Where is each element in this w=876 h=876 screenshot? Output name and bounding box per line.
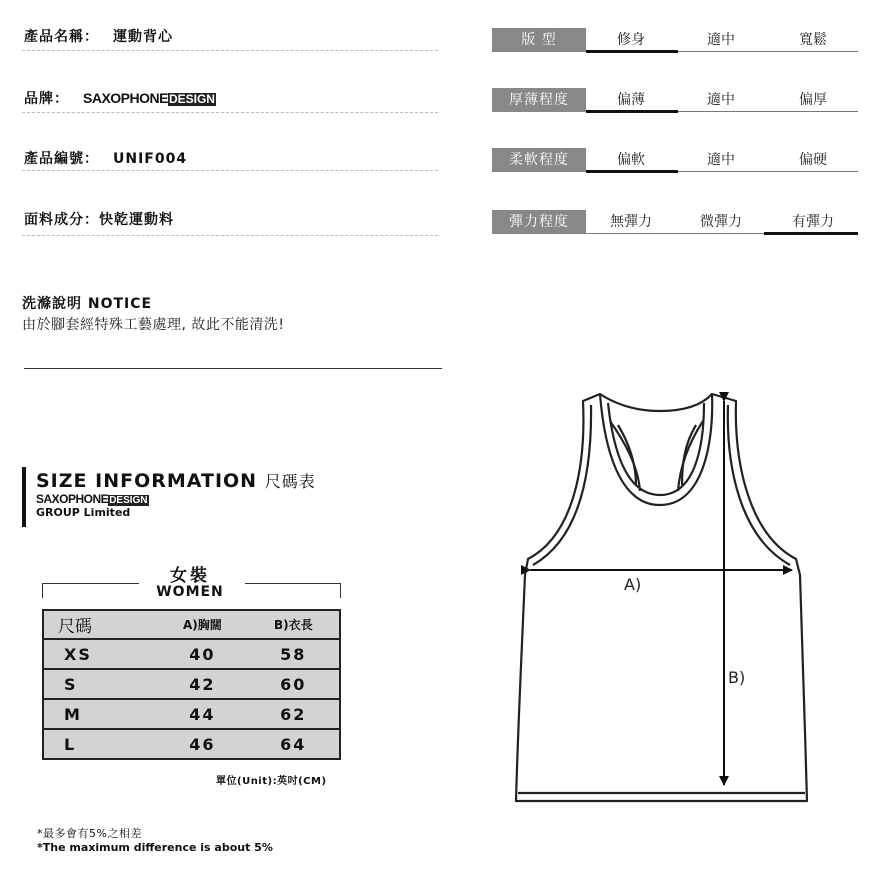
product-name-value: 運動背心 — [113, 29, 173, 45]
table-cell: L — [43, 729, 157, 759]
fit-label: 彈力程度 — [492, 210, 586, 234]
table-cell: 64 — [248, 729, 340, 759]
product-code-label: 產品編號： — [24, 151, 99, 167]
fit-option: 微彈力 — [700, 214, 742, 230]
category-zh: 女裝 — [170, 566, 210, 586]
fabric-value: 快乾運動料 — [99, 212, 174, 228]
fit-option: 偏硬 — [799, 152, 827, 168]
fit-selected-indicator — [586, 110, 678, 113]
fit-row-softness — [492, 148, 858, 172]
fit-row-cut — [492, 28, 858, 52]
unit-note: 單位(Unit):英吋(CM) — [216, 776, 327, 787]
fit-option: 適中 — [707, 92, 735, 108]
notice-text: 由於腳套經特殊工藝處理, 故此不能清洗! — [22, 317, 285, 333]
brand-logo: SAXOPHONEDESIGN — [83, 90, 215, 106]
accent-bar — [22, 467, 26, 527]
size-brand-logo: SAXOPHONEDESIGN — [36, 492, 148, 506]
table-header: 尺碼 — [43, 610, 157, 639]
fit-label: 厚薄程度 — [492, 88, 586, 112]
fabric-label: 面料成分： — [24, 212, 99, 228]
fit-label: 版 型 — [492, 28, 586, 52]
label-b: B) — [728, 668, 746, 687]
product-code-row — [24, 148, 438, 168]
fit-option: 寬鬆 — [799, 32, 827, 48]
product-name-row — [24, 26, 438, 46]
fit-row-thickness — [492, 88, 858, 112]
divider — [22, 112, 438, 113]
divider — [24, 368, 442, 369]
fabric-row — [24, 209, 438, 229]
divider — [22, 170, 438, 171]
table-cell: 40 — [157, 639, 247, 669]
category-en: WOMEN — [156, 584, 224, 600]
table-cell: M — [43, 699, 157, 729]
table-header: A)胸闊 — [157, 610, 247, 639]
size-info-title-zh: 尺碼表 — [264, 472, 316, 491]
bracket-right — [245, 583, 341, 598]
fit-option: 修身 — [617, 32, 645, 48]
label-a: A) — [624, 575, 642, 594]
fit-option: 無彈力 — [610, 214, 652, 230]
table-cell: 42 — [157, 669, 247, 699]
fit-option: 偏軟 — [617, 152, 645, 168]
fit-option: 偏薄 — [617, 92, 645, 108]
table-row — [43, 729, 340, 759]
tank-top-diagram — [500, 385, 820, 815]
size-group-label: GROUP Limited — [36, 506, 131, 519]
table-header: B)衣長 — [248, 610, 340, 639]
table-cell: 60 — [248, 669, 340, 699]
tank-top-outline — [516, 394, 807, 801]
fit-selected-indicator — [586, 170, 678, 173]
fit-option: 有彈力 — [792, 214, 834, 230]
table-cell: 46 — [157, 729, 247, 759]
brand-row — [24, 88, 438, 108]
product-name-label: 產品名稱： — [24, 29, 99, 45]
size-info-title-en: SIZE INFORMATION — [36, 470, 258, 492]
table-row — [43, 699, 340, 729]
table-cell: S — [43, 669, 157, 699]
fit-selected-indicator — [764, 232, 858, 235]
tolerance-note-en: *The maximum difference is about 5% — [37, 841, 273, 854]
divider — [22, 235, 438, 236]
table-row — [43, 669, 340, 699]
table-cell: XS — [43, 639, 157, 669]
fit-option: 適中 — [707, 32, 735, 48]
table-cell: 44 — [157, 699, 247, 729]
product-code-value: UNIF004 — [113, 151, 188, 167]
size-info-title — [36, 469, 316, 492]
notice-title: 洗滌說明 NOTICE — [22, 296, 153, 312]
bracket-left — [42, 583, 139, 598]
brand-label: 品牌： — [24, 91, 69, 107]
fit-selected-indicator — [586, 50, 678, 53]
divider — [22, 50, 438, 51]
table-cell: 62 — [248, 699, 340, 729]
tolerance-note-zh: *最多會有5%之相差 — [37, 827, 142, 840]
fit-option: 適中 — [707, 152, 735, 168]
size-table — [42, 609, 341, 760]
fit-row-elasticity — [492, 210, 858, 234]
table-row — [43, 639, 340, 669]
fit-option: 偏厚 — [799, 92, 827, 108]
table-header-row — [43, 610, 340, 639]
fit-label: 柔軟程度 — [492, 148, 586, 172]
table-cell: 58 — [248, 639, 340, 669]
